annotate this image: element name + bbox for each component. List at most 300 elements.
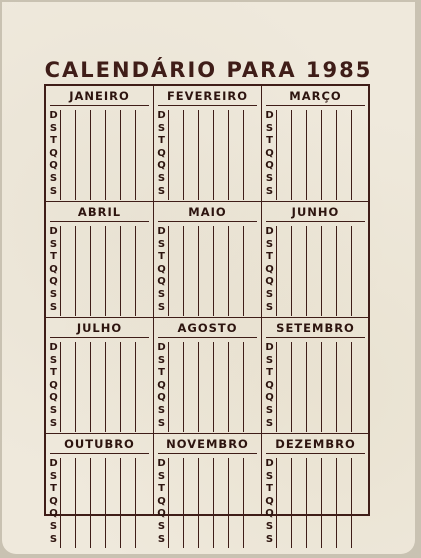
day-number	[352, 186, 366, 199]
day-column	[135, 226, 150, 316]
day-number	[322, 521, 336, 534]
day-number	[169, 110, 183, 123]
weekday-label: T	[266, 135, 273, 147]
day-number	[244, 148, 258, 161]
weekday-label: Q	[157, 392, 166, 404]
day-number	[91, 251, 105, 264]
weekday-label: D	[49, 458, 58, 469]
day-number	[121, 367, 135, 380]
day-column	[351, 342, 366, 432]
day-number	[229, 123, 243, 136]
day-number	[91, 276, 105, 289]
month-name: ABRIL	[77, 205, 122, 219]
day-number	[76, 289, 90, 302]
month-name: DEZEMBRO	[275, 437, 356, 451]
day-number	[169, 496, 183, 509]
day-number	[352, 148, 366, 161]
day-number	[136, 418, 150, 431]
day-column	[291, 458, 306, 548]
day-number	[277, 405, 291, 418]
day-number	[277, 148, 291, 161]
day-number	[61, 186, 75, 199]
day-number	[121, 276, 135, 289]
day-number	[322, 110, 336, 123]
day-number	[184, 251, 198, 264]
day-number	[136, 148, 150, 161]
day-number	[76, 302, 90, 315]
day-number	[169, 521, 183, 534]
day-number	[214, 226, 228, 239]
day-number	[322, 135, 336, 148]
day-column	[276, 342, 291, 432]
day-number	[277, 534, 291, 547]
day-number	[91, 110, 105, 123]
day-number	[352, 276, 366, 289]
day-number	[244, 239, 258, 252]
day-column	[105, 226, 120, 316]
day-number	[106, 380, 120, 393]
day-column	[120, 458, 135, 548]
day-column	[168, 226, 183, 316]
weekday-label: S	[265, 404, 274, 416]
day-number	[169, 264, 183, 277]
weekday-label: S	[157, 185, 166, 197]
day-number	[214, 534, 228, 547]
day-number	[277, 264, 291, 277]
day-number	[76, 160, 90, 173]
weekday-label: S	[157, 520, 166, 532]
day-number	[277, 123, 291, 136]
day-number	[91, 508, 105, 521]
day-number	[214, 521, 228, 534]
day-number	[199, 173, 213, 186]
day-number	[199, 392, 213, 405]
day-number	[352, 302, 366, 315]
day-number	[169, 302, 183, 315]
day-number	[277, 496, 291, 509]
day-number	[292, 160, 306, 173]
day-number	[91, 380, 105, 393]
day-number	[307, 392, 321, 405]
day-number	[91, 148, 105, 161]
day-number	[184, 392, 198, 405]
day-number	[61, 239, 75, 252]
day-number	[199, 534, 213, 547]
weekday-label: S	[265, 533, 274, 545]
day-number	[292, 405, 306, 418]
day-column	[228, 342, 243, 432]
day-number	[61, 264, 75, 277]
day-number	[214, 186, 228, 199]
day-number	[199, 367, 213, 380]
day-number	[307, 135, 321, 148]
day-column	[120, 342, 135, 432]
day-number	[61, 367, 75, 380]
day-column	[135, 458, 150, 548]
day-column	[183, 458, 198, 548]
day-number	[337, 355, 351, 368]
day-number	[169, 534, 183, 547]
weekday-label: S	[265, 470, 274, 482]
day-number	[214, 483, 228, 496]
day-number	[277, 239, 291, 252]
weekday-label: D	[49, 342, 58, 353]
day-number	[169, 160, 183, 173]
day-number	[184, 110, 198, 123]
day-number	[214, 405, 228, 418]
day-number	[292, 508, 306, 521]
day-number	[337, 471, 351, 484]
day-number	[352, 173, 366, 186]
day-column	[60, 458, 75, 548]
weekday-label: S	[265, 417, 274, 429]
day-number	[169, 418, 183, 431]
day-number	[214, 392, 228, 405]
day-number	[322, 160, 336, 173]
day-number	[244, 276, 258, 289]
day-number	[229, 355, 243, 368]
day-number	[76, 521, 90, 534]
day-number	[121, 534, 135, 547]
day-column	[243, 342, 258, 432]
day-column	[198, 342, 213, 432]
day-number	[106, 251, 120, 264]
day-number	[337, 135, 351, 148]
day-number	[307, 534, 321, 547]
day-number	[322, 276, 336, 289]
day-column	[336, 458, 351, 548]
day-number	[121, 289, 135, 302]
day-number	[277, 458, 291, 471]
weekday-label: Q	[157, 379, 166, 391]
day-number	[61, 392, 75, 405]
day-columns	[276, 458, 367, 548]
day-number	[136, 123, 150, 136]
weekday-label: S	[265, 172, 274, 184]
day-number	[322, 289, 336, 302]
day-number	[214, 123, 228, 136]
weekday-label: Q	[265, 147, 274, 159]
day-number	[292, 521, 306, 534]
day-number	[307, 405, 321, 418]
day-number	[184, 226, 198, 239]
day-number	[244, 135, 258, 148]
day-number	[277, 521, 291, 534]
day-number	[292, 367, 306, 380]
weekday-column	[157, 342, 166, 430]
day-number	[76, 173, 90, 186]
day-number	[292, 289, 306, 302]
day-number	[121, 226, 135, 239]
day-number	[121, 483, 135, 496]
day-number	[121, 239, 135, 252]
day-columns	[168, 110, 259, 200]
day-number	[121, 186, 135, 199]
day-number	[244, 160, 258, 173]
day-number	[352, 123, 366, 136]
day-number	[352, 251, 366, 264]
month-underline	[158, 105, 257, 106]
day-number	[169, 471, 183, 484]
month-underline	[50, 337, 149, 338]
day-number	[91, 521, 105, 534]
day-column	[168, 458, 183, 548]
weekday-label: D	[157, 458, 166, 469]
day-number	[322, 123, 336, 136]
day-column	[321, 110, 336, 200]
day-number	[121, 264, 135, 277]
day-number	[91, 302, 105, 315]
day-column	[120, 226, 135, 316]
day-number	[229, 380, 243, 393]
day-column	[291, 226, 306, 316]
day-number	[169, 173, 183, 186]
day-number	[214, 302, 228, 315]
day-number	[322, 458, 336, 471]
day-number	[337, 392, 351, 405]
day-number	[229, 239, 243, 252]
day-number	[76, 496, 90, 509]
calendar-title: CALENDÁRIO PARA 1985	[44, 58, 373, 82]
day-number	[229, 110, 243, 123]
day-number	[337, 186, 351, 199]
day-number	[136, 264, 150, 277]
day-number	[199, 471, 213, 484]
day-number	[76, 483, 90, 496]
day-number	[307, 483, 321, 496]
day-number	[307, 521, 321, 534]
day-number	[136, 173, 150, 186]
day-number	[277, 289, 291, 302]
day-number	[352, 342, 366, 355]
day-number	[337, 160, 351, 173]
day-number	[76, 418, 90, 431]
weekday-label: Q	[157, 508, 166, 520]
day-column	[60, 110, 75, 200]
day-number	[352, 380, 366, 393]
day-number	[292, 276, 306, 289]
day-number	[337, 226, 351, 239]
day-number	[184, 342, 198, 355]
day-number	[244, 521, 258, 534]
weekday-label: S	[265, 238, 274, 250]
day-number	[244, 110, 258, 123]
month-name: JULHO	[76, 321, 123, 335]
weekday-label: S	[49, 404, 58, 416]
day-column	[351, 226, 366, 316]
day-number	[277, 110, 291, 123]
day-number	[76, 239, 90, 252]
day-number	[229, 521, 243, 534]
day-number	[277, 186, 291, 199]
day-number	[169, 276, 183, 289]
weekday-label: Q	[49, 160, 58, 172]
day-number	[61, 496, 75, 509]
weekday-column	[49, 226, 58, 314]
month-block	[46, 202, 153, 317]
day-number	[184, 355, 198, 368]
day-number	[184, 276, 198, 289]
weekday-column	[157, 458, 166, 546]
day-number	[229, 264, 243, 277]
day-number	[91, 289, 105, 302]
day-number	[136, 342, 150, 355]
day-number	[337, 251, 351, 264]
day-number	[136, 289, 150, 302]
day-number	[91, 483, 105, 496]
day-number	[277, 342, 291, 355]
day-number	[229, 405, 243, 418]
day-number	[136, 392, 150, 405]
day-number	[61, 534, 75, 547]
day-column	[306, 342, 321, 432]
weekday-label: S	[265, 301, 274, 313]
day-number	[352, 289, 366, 302]
day-number	[214, 239, 228, 252]
day-number	[292, 251, 306, 264]
day-number	[184, 405, 198, 418]
day-number	[76, 392, 90, 405]
day-column	[198, 226, 213, 316]
weekday-label: S	[49, 470, 58, 482]
day-number	[199, 226, 213, 239]
month-name: NOVEMBRO	[166, 437, 249, 451]
day-columns	[276, 110, 367, 200]
day-number	[337, 239, 351, 252]
calendar-card	[2, 2, 415, 554]
day-number	[322, 148, 336, 161]
day-column	[105, 110, 120, 200]
day-number	[61, 302, 75, 315]
weekday-label: Q	[157, 495, 166, 507]
weekday-label: D	[265, 342, 274, 353]
day-number	[322, 239, 336, 252]
day-number	[169, 239, 183, 252]
day-number	[91, 367, 105, 380]
day-number	[307, 160, 321, 173]
month-block	[154, 86, 261, 201]
day-number	[106, 342, 120, 355]
weekday-label: T	[158, 135, 165, 147]
day-column	[168, 342, 183, 432]
day-number	[61, 276, 75, 289]
day-number	[136, 110, 150, 123]
day-number	[199, 458, 213, 471]
day-number	[106, 123, 120, 136]
day-number	[244, 302, 258, 315]
day-column	[135, 342, 150, 432]
day-number	[322, 508, 336, 521]
day-number	[199, 110, 213, 123]
day-number	[106, 471, 120, 484]
day-number	[199, 251, 213, 264]
weekday-label: Q	[265, 263, 274, 275]
day-column	[228, 110, 243, 200]
day-number	[136, 186, 150, 199]
weekday-label: S	[49, 185, 58, 197]
day-column	[291, 342, 306, 432]
day-column	[60, 342, 75, 432]
day-number	[169, 135, 183, 148]
day-number	[184, 367, 198, 380]
day-number	[352, 418, 366, 431]
day-columns	[60, 226, 151, 316]
day-number	[307, 186, 321, 199]
day-number	[136, 405, 150, 418]
day-number	[76, 251, 90, 264]
day-number	[244, 496, 258, 509]
day-column	[213, 458, 228, 548]
weekday-column	[157, 226, 166, 314]
day-number	[229, 342, 243, 355]
day-number	[136, 239, 150, 252]
day-number	[61, 380, 75, 393]
day-columns	[60, 342, 151, 432]
day-number	[229, 135, 243, 148]
day-number	[214, 110, 228, 123]
weekday-label: S	[157, 417, 166, 429]
day-number	[106, 186, 120, 199]
day-number	[169, 392, 183, 405]
day-number	[121, 471, 135, 484]
day-number	[106, 302, 120, 315]
weekday-label: S	[157, 172, 166, 184]
day-number	[307, 264, 321, 277]
day-number	[136, 458, 150, 471]
day-column	[60, 226, 75, 316]
day-number	[244, 405, 258, 418]
day-number	[307, 380, 321, 393]
day-number	[292, 186, 306, 199]
day-number	[184, 186, 198, 199]
day-number	[277, 355, 291, 368]
day-number	[292, 471, 306, 484]
day-number	[106, 355, 120, 368]
day-number	[352, 355, 366, 368]
weekday-column	[265, 342, 274, 430]
day-number	[91, 173, 105, 186]
day-number	[61, 226, 75, 239]
calendar-grid	[44, 84, 370, 545]
day-number	[244, 367, 258, 380]
day-number	[214, 355, 228, 368]
day-number	[106, 148, 120, 161]
day-column	[75, 342, 90, 432]
day-number	[292, 173, 306, 186]
weekday-label: T	[50, 135, 57, 147]
day-column	[351, 458, 366, 548]
day-column	[213, 342, 228, 432]
day-number	[199, 302, 213, 315]
day-number	[199, 521, 213, 534]
weekday-label: S	[49, 172, 58, 184]
day-number	[352, 239, 366, 252]
weekday-label: S	[49, 417, 58, 429]
day-number	[277, 173, 291, 186]
day-column	[198, 110, 213, 200]
day-number	[106, 135, 120, 148]
day-number	[91, 418, 105, 431]
day-number	[121, 302, 135, 315]
day-number	[214, 251, 228, 264]
day-number	[352, 392, 366, 405]
day-number	[136, 496, 150, 509]
day-number	[277, 160, 291, 173]
day-column	[276, 458, 291, 548]
month-block	[46, 318, 153, 433]
weekday-label: S	[157, 122, 166, 134]
day-number	[106, 367, 120, 380]
